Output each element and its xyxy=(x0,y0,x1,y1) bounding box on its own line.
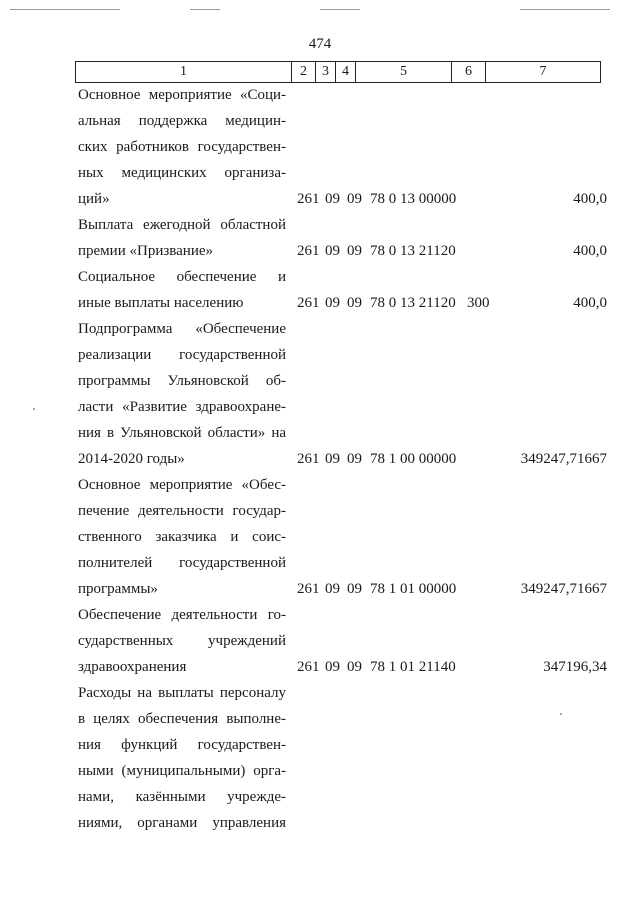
column-header-6: 6 xyxy=(452,62,486,83)
code-expense-type: 300 xyxy=(467,295,490,311)
column-header-1: 1 xyxy=(76,62,292,83)
code-ministry: 261 xyxy=(297,191,320,207)
scan-artifact-line xyxy=(10,9,120,10)
column-header-2: 2 xyxy=(292,62,316,83)
entry-line xyxy=(0,160,640,186)
entry-line xyxy=(0,420,640,446)
column-header-7: 7 xyxy=(486,62,601,83)
entry-description-line: ния в Ульяновской области» на xyxy=(78,425,286,441)
code-section: 09 xyxy=(325,451,340,467)
entry-line xyxy=(0,82,640,108)
entry-line xyxy=(0,186,640,212)
code-target-article: 78 0 13 21120 xyxy=(370,295,456,311)
code-subsection: 09 xyxy=(347,243,362,259)
entry-line xyxy=(0,238,640,264)
entry-line xyxy=(0,680,640,706)
code-subsection: 09 xyxy=(347,451,362,467)
amount: 349247,71667 xyxy=(520,581,607,597)
code-target-article: 78 1 00 00000 xyxy=(370,451,457,467)
amount: 400,0 xyxy=(573,243,607,259)
entry-line xyxy=(0,316,640,342)
amount: 349247,71667 xyxy=(520,451,607,467)
entry-line xyxy=(0,784,640,810)
entry-description-line: ными (муниципальными) орга- xyxy=(78,763,286,779)
entry-line xyxy=(0,498,640,524)
entry-line xyxy=(0,628,640,654)
entry-line xyxy=(0,758,640,784)
entry-line xyxy=(0,394,640,420)
amount: 400,0 xyxy=(573,295,607,311)
code-ministry: 261 xyxy=(297,295,320,311)
code-subsection: 09 xyxy=(347,581,362,597)
entry-line xyxy=(0,810,640,836)
code-target-article: 78 1 01 21140 xyxy=(370,659,456,675)
entry-description-line: иные выплаты населению xyxy=(78,295,244,311)
entry-description-line: нами, казёнными учрежде- xyxy=(78,789,286,805)
entry-description-line: ласти «Развитие здравоохране- xyxy=(78,399,286,415)
code-section: 09 xyxy=(325,191,340,207)
code-subsection: 09 xyxy=(347,295,362,311)
entry-line xyxy=(0,108,640,134)
entry-description-line: в целях обеспечения выполне- xyxy=(78,711,286,727)
entry-line xyxy=(0,706,640,732)
entry-description-line: альная поддержка медицин- xyxy=(78,113,286,129)
column-header-row xyxy=(76,62,601,83)
code-ministry: 261 xyxy=(297,243,320,259)
entry-description-line: сударственных учреждений xyxy=(78,633,286,649)
code-ministry: 261 xyxy=(297,451,320,467)
column-header-5: 5 xyxy=(356,62,452,83)
entry-line xyxy=(0,290,640,316)
column-header-4: 4 xyxy=(336,62,356,83)
amount: 400,0 xyxy=(573,191,607,207)
code-section: 09 xyxy=(325,659,340,675)
entry-line xyxy=(0,212,640,238)
entry-line xyxy=(0,134,640,160)
code-target-article: 78 0 13 21120 xyxy=(370,243,456,259)
entry-description-line: ственного заказчика и соис- xyxy=(78,529,286,545)
entry-description-line: реализации государственной xyxy=(78,347,286,363)
scan-artifact-line xyxy=(320,9,360,10)
entry-description-line: Социальное обеспечение и xyxy=(78,269,286,285)
code-ministry: 261 xyxy=(297,659,320,675)
column-header-3: 3 xyxy=(316,62,336,83)
entry-line xyxy=(0,576,640,602)
entry-line xyxy=(0,732,640,758)
entry-line xyxy=(0,602,640,628)
entry-description-line: полнителей государственной xyxy=(78,555,286,571)
entry-line xyxy=(0,446,640,472)
code-section: 09 xyxy=(325,295,340,311)
entry-description-line: Основное мероприятие «Обес- xyxy=(78,477,286,493)
entry-line xyxy=(0,472,640,498)
code-target-article: 78 0 13 00000 xyxy=(370,191,457,207)
page-number: 474 xyxy=(308,36,332,52)
code-subsection: 09 xyxy=(347,659,362,675)
entry-description-line: Основное мероприятие «Соци- xyxy=(78,87,286,103)
entry-description-line: Расходы на выплаты персоналу xyxy=(78,685,286,701)
column-header-table xyxy=(75,61,601,83)
code-subsection: 09 xyxy=(347,191,362,207)
entry-line xyxy=(0,368,640,394)
code-section: 09 xyxy=(325,581,340,597)
entry-description-line: ских работников государствен- xyxy=(78,139,286,155)
code-target-article: 78 1 01 00000 xyxy=(370,581,457,597)
scan-artifact-line xyxy=(520,9,610,10)
scan-artifact-line xyxy=(190,9,220,10)
entry-description-line: Выплата ежегодной областной xyxy=(78,217,286,233)
entry-description-line: 2014-2020 годы» xyxy=(78,451,185,467)
entry-description-line: здравоохранения xyxy=(78,659,187,675)
entry-description-line: ций» xyxy=(78,191,110,207)
entry-line xyxy=(0,524,640,550)
entry-description-line: ниями, органами управления xyxy=(78,815,286,831)
entry-line xyxy=(0,654,640,680)
amount: 347196,34 xyxy=(543,659,607,675)
entry-description-line: ния функций государствен- xyxy=(78,737,286,753)
code-section: 09 xyxy=(325,243,340,259)
entry-description-line: печение деятельности государ- xyxy=(78,503,286,519)
entry-description-line: Подпрограмма «Обеспечение xyxy=(78,321,286,337)
entry-description-line: ных медицинских организа- xyxy=(78,165,286,181)
code-ministry: 261 xyxy=(297,581,320,597)
entry-description-line: программы Ульяновской об- xyxy=(78,373,286,389)
entry-line xyxy=(0,264,640,290)
entry-line xyxy=(0,342,640,368)
entry-line xyxy=(0,550,640,576)
entry-description-line: программы» xyxy=(78,581,158,597)
entry-description-line: премии «Призвание» xyxy=(78,243,214,259)
entry-description-line: Обеспечение деятельности го- xyxy=(78,607,286,623)
